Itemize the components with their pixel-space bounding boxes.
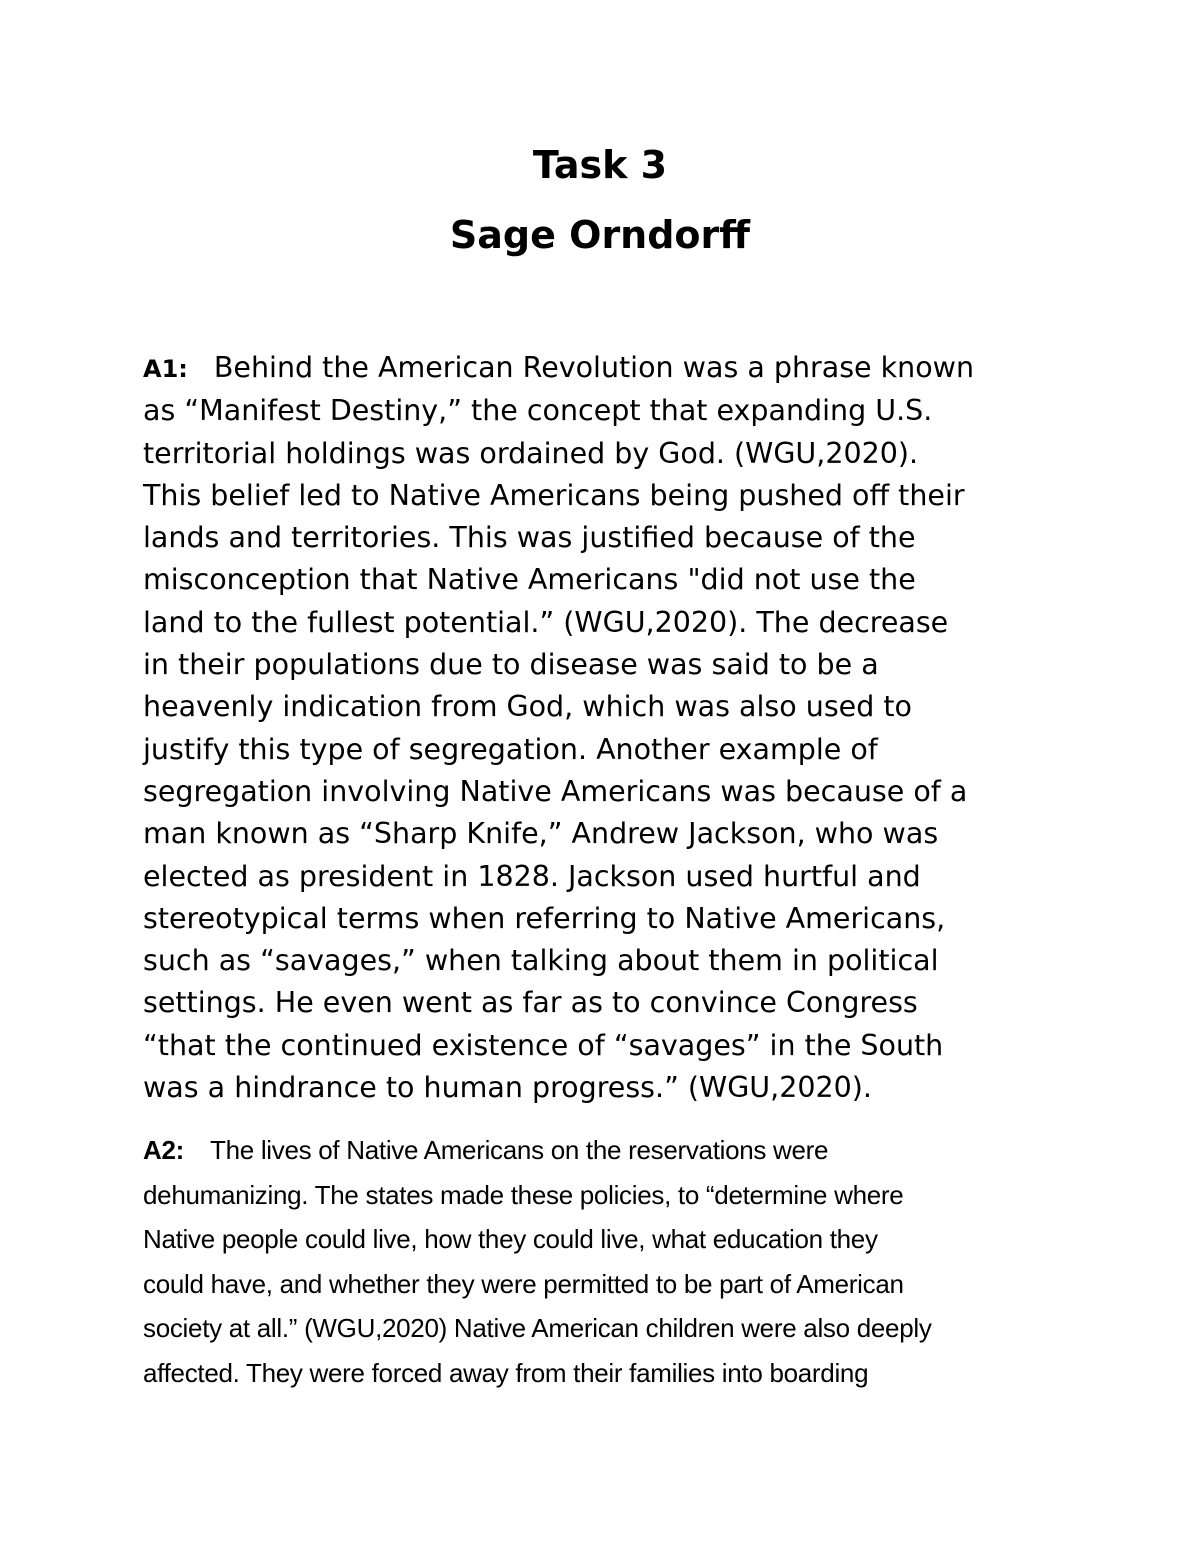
section-a1-text: Behind the American Revolution was a phrase known <box>213 351 975 384</box>
section-a2-line: affected. They were forced away from their families into boarding <box>143 1357 869 1388</box>
section-a2-label: A2: <box>143 1135 184 1165</box>
section-a1-line: stereotypical terms when referring to Native Americans, <box>143 901 946 935</box>
section-a1-line: land to the fullest potential.” (WGU,2020). The decrease <box>143 605 949 639</box>
section-a1-line: man known as “Sharp Knife,” Andrew Jackson, who was <box>143 817 939 851</box>
section-a1-line: “that the continued existence of “savages” in the South <box>143 1028 944 1062</box>
section-a1 <box>143 347 1063 1109</box>
section-a1-line: as “Manifest Destiny,” the concept that expanding U.S. <box>143 394 933 428</box>
section-a2-line: could have, and whether they were permitted to be part of American <box>143 1268 904 1299</box>
section-a1-line: was a hindrance to human progress.” (WGU,2020). <box>143 1071 872 1105</box>
section-a1-line: justify this type of segregation. Another example of <box>143 732 878 766</box>
section-a1-line: settings. He even went as far as to convince Congress <box>143 986 918 1020</box>
section-a1-line: lands and territories. This was justified because of the <box>143 521 916 555</box>
section-a1-line: segregation involving Native Americans was because of a <box>143 774 968 808</box>
section-a1-line: elected as president in 1828. Jackson used hurtful and <box>143 859 921 893</box>
section-a1-line: heavenly indication from God, which was also used to <box>143 690 912 724</box>
section-a1-label: A1: <box>143 355 188 383</box>
section-a2-line: society at all.” (WGU,2020) Native American children were also deeply <box>143 1313 932 1344</box>
author-name: Sage Orndorff <box>449 213 751 257</box>
section-a2-line: dehumanizing. The states made these policies, to “determine where <box>143 1179 904 1210</box>
section-a2-text: The lives of Native Americans on the reservations were <box>210 1135 829 1165</box>
section-a2-line: Native people could live, how they could live, what education they <box>143 1224 878 1255</box>
section-a1-line <box>143 347 1063 390</box>
section-a1-line: in their populations due to disease was said to be a <box>143 648 879 682</box>
section-a2 <box>143 1128 1063 1396</box>
section-a1-line: misconception that Native Americans "did not use the <box>143 563 916 597</box>
section-a1-line: such as “savages,” when talking about them in political <box>143 944 939 978</box>
section-a2-line <box>143 1128 1063 1173</box>
section-a1-line: territorial holdings was ordained by God. (WGU,2020). <box>143 436 919 470</box>
section-a1-line: This belief led to Native Americans being pushed off their <box>143 478 965 512</box>
document-title: Task 3 <box>532 143 668 187</box>
